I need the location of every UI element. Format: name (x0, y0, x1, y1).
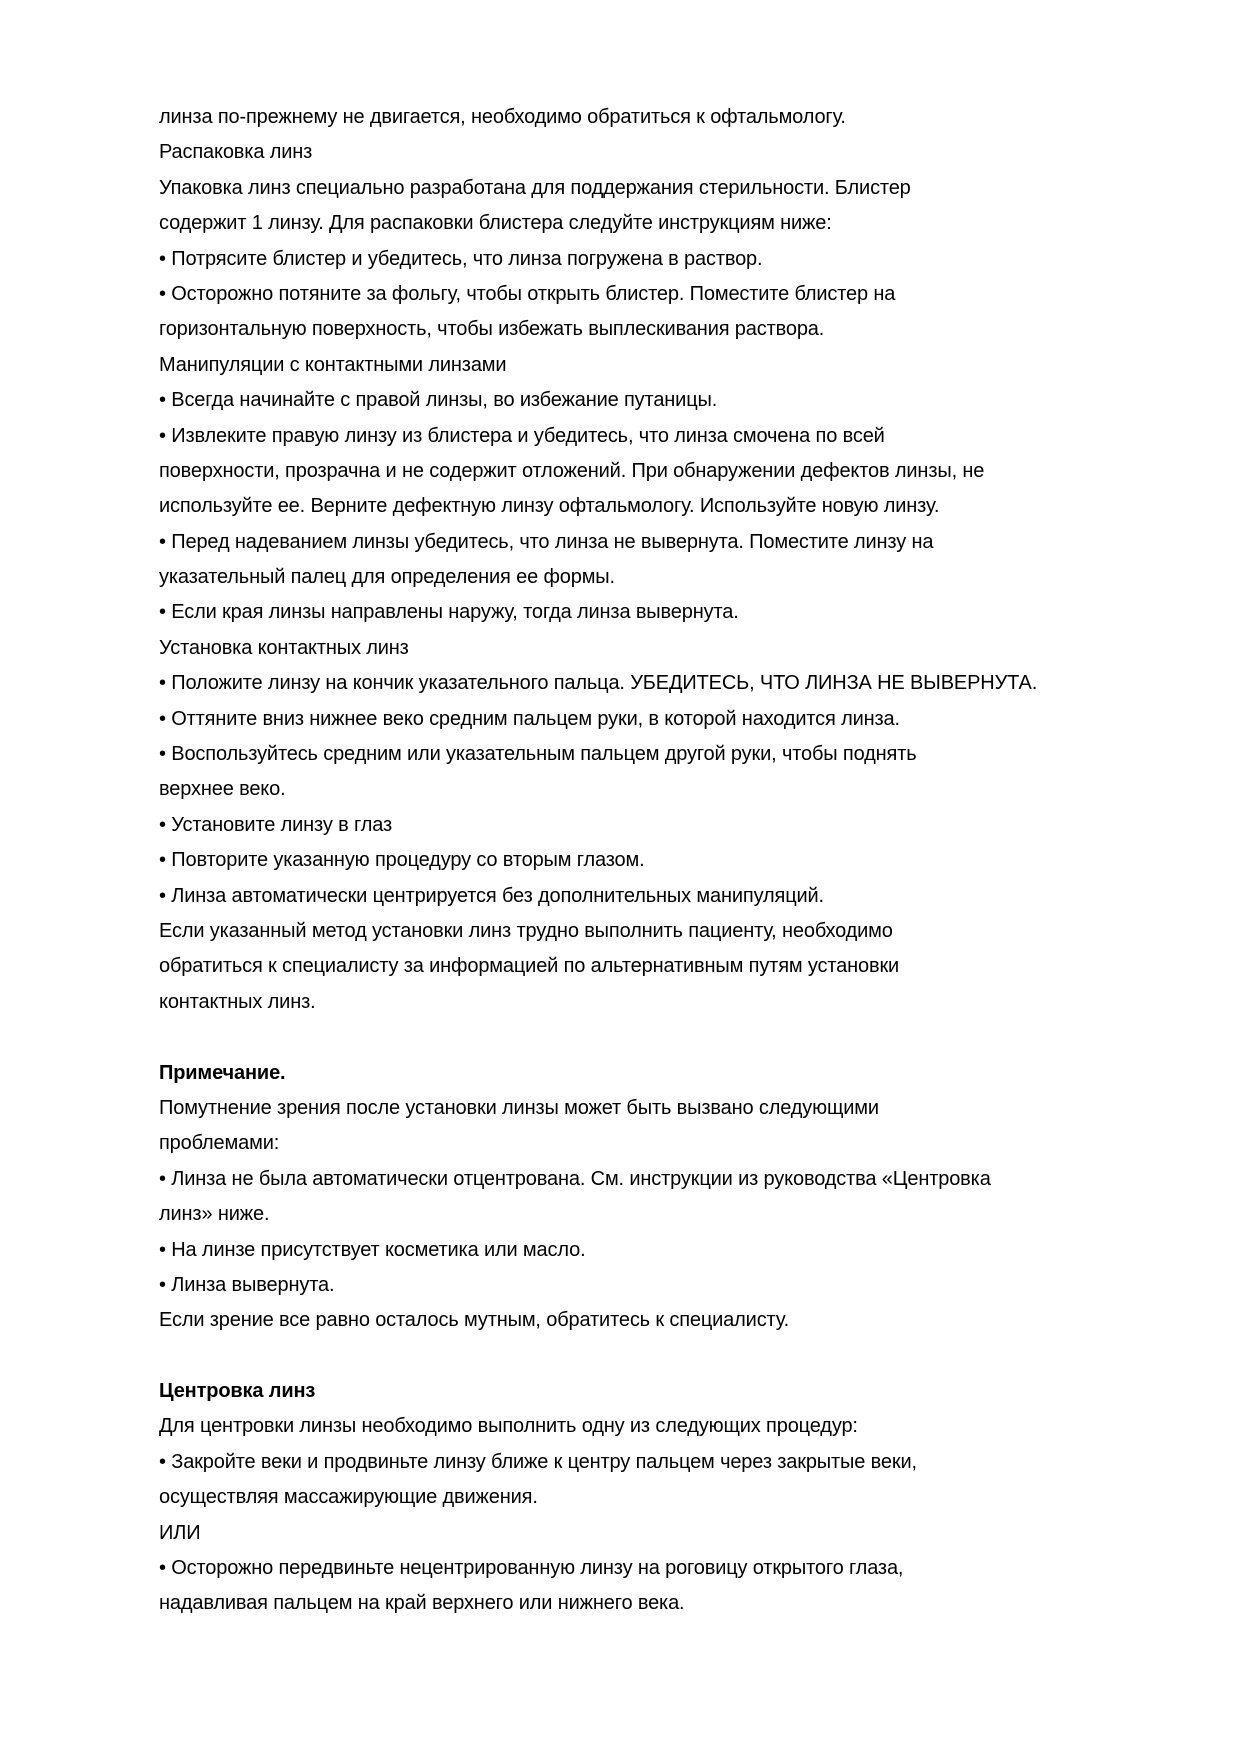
text-line: верхнее веко. (159, 778, 286, 801)
text-line: Для центровки линзы необходимо выполнить одну из следующих процедур: (159, 1415, 858, 1438)
text-line: обратиться к специалисту за информацией по альтернативным путям установки (159, 955, 900, 978)
text-line: Распаковка линз (159, 141, 313, 164)
blank-line (159, 1339, 1119, 1374)
text-line: Если указанный метод установки линз трудно выполнить пациенту, необходимо (159, 919, 893, 942)
text-line: Манипуляции с контактными линзами (159, 353, 507, 376)
text-line: поверхности, прозрачна и не содержит отложений. При обнаружении дефектов линзы, не (159, 459, 985, 482)
text-line: • Перед надеванием линзы убедитесь, что линза не вывернута. Поместите линзу на (159, 530, 934, 553)
text-line: Если зрение все равно осталось мутным, обратитесь к специалисту. (159, 1309, 790, 1332)
text-line: • Осторожно потяните за фольгу, чтобы открыть блистер. Поместите блистер на (159, 282, 896, 305)
text-line: ИЛИ (159, 1521, 201, 1544)
section-heading: Центровка линз (159, 1380, 316, 1403)
text-line: Установка контактных линз (159, 636, 409, 659)
text-line: • Линза вывернута. (159, 1273, 335, 1296)
text-line: проблемами: (159, 1132, 280, 1155)
text-line: • Линза не была автоматически отцентрована. См. инструкции из руководства «Центровка (159, 1167, 991, 1190)
text-line: • Положите линзу на кончик указательного пальца. УБЕДИТЕСЬ, ЧТО ЛИНЗА НЕ ВЫВЕРНУТА. (159, 672, 1038, 695)
section-heading: Примечание. (159, 1061, 286, 1084)
text-line: • Извлеките правую линзу из блистера и убедитесь, что линза смочена по всей (159, 424, 885, 447)
text-line: осуществляя массажирующие движения. (159, 1486, 538, 1509)
text-line: указательный палец для определения ее формы. (159, 566, 615, 589)
text-line: • Потрясите блистер и убедитесь, что линза погружена в раствор. (159, 247, 763, 270)
text-line: • Если края линзы направлены наружу, тогда линза вывернута. (159, 601, 739, 624)
text-line: • Установите линзу в глаз (159, 813, 392, 836)
text-line: линза по-прежнему не двигается, необходимо обратиться к офтальмологу. (159, 106, 846, 128)
text-line: Упаковка линз специально разработана для поддержания стерильности. Блистер (159, 176, 911, 199)
text-line: • Линза автоматически центрируется без дополнительных манипуляций. (159, 884, 824, 907)
text-line: используйте ее. Верните дефектную линзу офтальмологу. Используйте новую линзу. (159, 495, 940, 518)
text-line: содержит 1 линзу. Для распаковки блистера следуйте инструкциям ниже: (159, 212, 832, 235)
blank-line (159, 1020, 1119, 1055)
text-line: • На линзе присутствует косметика или масло. (159, 1238, 586, 1261)
text-line: • Оттяните вниз нижнее веко средним пальцем руки, в которой находится линза. (159, 707, 900, 730)
text-line: линз» ниже. (159, 1203, 270, 1226)
text-line: • Всегда начинайте с правой линзы, во избежание путаницы. (159, 389, 718, 412)
text-line: надавливая пальцем на край верхнего или нижнего века. (159, 1592, 685, 1615)
text-line: горизонтальную поверхность, чтобы избежать выплескивания раствора. (159, 318, 825, 341)
text-line: • Осторожно передвиньте нецентрированную линзу на роговицу открытого глаза, (159, 1557, 904, 1580)
text-line: • Повторите указанную процедуру со вторым глазом. (159, 849, 645, 872)
text-line: • Закройте веки и продвиньте линзу ближе к центру пальцем через закрытые веки, (159, 1450, 917, 1473)
text-line: контактных линз. (159, 990, 316, 1013)
document-body (159, 100, 1119, 1622)
text-line: Помутнение зрения после установки линзы может быть вызвано следующими (159, 1096, 879, 1119)
text-line: • Воспользуйтесь средним или указательным пальцем другой руки, чтобы поднять (159, 743, 917, 766)
